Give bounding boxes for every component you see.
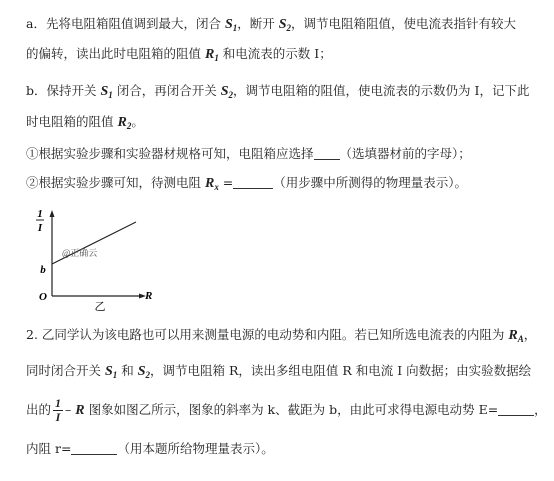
text: 出的 bbox=[26, 402, 52, 417]
text: 闭合，再闭合开关 bbox=[112, 83, 221, 98]
intercept-label: b bbox=[40, 264, 46, 276]
text: ，调节电阻箱的阻值，使电流表的示数仍为 I，记下此 bbox=[233, 83, 530, 98]
symbol-ra: $R_A$ bbox=[508, 328, 524, 344]
symbol-s2: $S_2$ bbox=[278, 17, 292, 33]
text: 时电阻箱的阻值 bbox=[26, 114, 118, 129]
text: – bbox=[65, 402, 76, 417]
y-label-denominator: I bbox=[37, 222, 43, 234]
step-a-line2 bbox=[26, 45, 332, 67]
symbol-s1: $S_1$ bbox=[224, 17, 238, 33]
text: 和电流表的示数 I； bbox=[218, 46, 332, 61]
part2-line3 bbox=[26, 397, 547, 424]
watermark: @正确云 bbox=[62, 248, 98, 258]
text: ②根据实验步骤可知，待测电阻 bbox=[26, 175, 205, 190]
question-1 bbox=[26, 145, 471, 163]
text: （用步骤中所测得的物理量表示）。 bbox=[273, 175, 468, 190]
text: （选填器材前的字母）； bbox=[339, 146, 471, 161]
symbol-s1: $S_1$ bbox=[100, 84, 113, 100]
graph-1-over-i-vs-r bbox=[28, 204, 168, 314]
answer-blank bbox=[71, 442, 117, 455]
text: 。 bbox=[131, 114, 144, 129]
question-2 bbox=[26, 174, 467, 196]
y-label-numerator: 1 bbox=[37, 208, 43, 220]
answer-blank bbox=[498, 403, 534, 416]
text: = bbox=[218, 175, 234, 190]
text: ①根据实验步骤和实验器材规格可知，电阻箱应选择 bbox=[26, 146, 314, 161]
symbol-r1: $R_1$ bbox=[204, 47, 219, 63]
text: 图象如图乙所示，图象的斜率为 k、截距为 b，由此可求得电源电动势 E= bbox=[84, 402, 499, 417]
answer-blank bbox=[233, 176, 273, 189]
text: （用本题所给物理量表示）。 bbox=[117, 441, 274, 456]
text: ，调节电阻箱 R，读出多组电阻值 R 和电流 I 向数据；由实验数据绘 bbox=[150, 363, 532, 378]
y-axis-arrow bbox=[50, 210, 55, 217]
text: b．保持开关 bbox=[26, 83, 101, 98]
text: 的偏转，读出此时电阻箱的阻值 bbox=[26, 46, 205, 61]
text: 2. 乙同学认为该电路也可以用来测量电源的电动势和内阻。若已知所选电流表的内阻为 bbox=[26, 327, 509, 342]
x-label: R bbox=[145, 290, 153, 302]
text: a．先将电阻箱阻值调到最大，闭合 bbox=[26, 16, 225, 31]
origin-label: O bbox=[39, 291, 47, 303]
symbol-r2: $R_2$ bbox=[117, 115, 132, 131]
step-b-line2 bbox=[26, 113, 144, 135]
symbol-s2: $S_2$ bbox=[137, 364, 151, 380]
symbol-r: R bbox=[75, 403, 85, 418]
text: ，调节电阻箱阻值，使电流表指针有较大 bbox=[291, 16, 517, 31]
step-a-line1 bbox=[26, 15, 516, 37]
symbol-s2: $S_2$ bbox=[220, 84, 234, 100]
symbol-rx: $R_x$ bbox=[204, 176, 219, 192]
part2-line2 bbox=[26, 362, 531, 384]
text: ， bbox=[523, 327, 537, 342]
part2-line4 bbox=[26, 440, 274, 458]
symbol-s1: $S_1$ bbox=[104, 364, 118, 380]
text: 同时闭合开关 bbox=[26, 363, 105, 378]
part2-line1 bbox=[26, 326, 536, 348]
fraction-1-over-i: $\frac{1}{I}$ bbox=[55, 396, 62, 424]
answer-blank bbox=[314, 147, 340, 160]
text: 和 bbox=[117, 363, 138, 378]
step-b-line1 bbox=[26, 82, 529, 104]
text: ，断开 bbox=[237, 16, 279, 31]
graph-caption: 乙 bbox=[94, 301, 106, 313]
text: 内阻 r= bbox=[26, 441, 72, 456]
text: ， bbox=[534, 402, 547, 417]
